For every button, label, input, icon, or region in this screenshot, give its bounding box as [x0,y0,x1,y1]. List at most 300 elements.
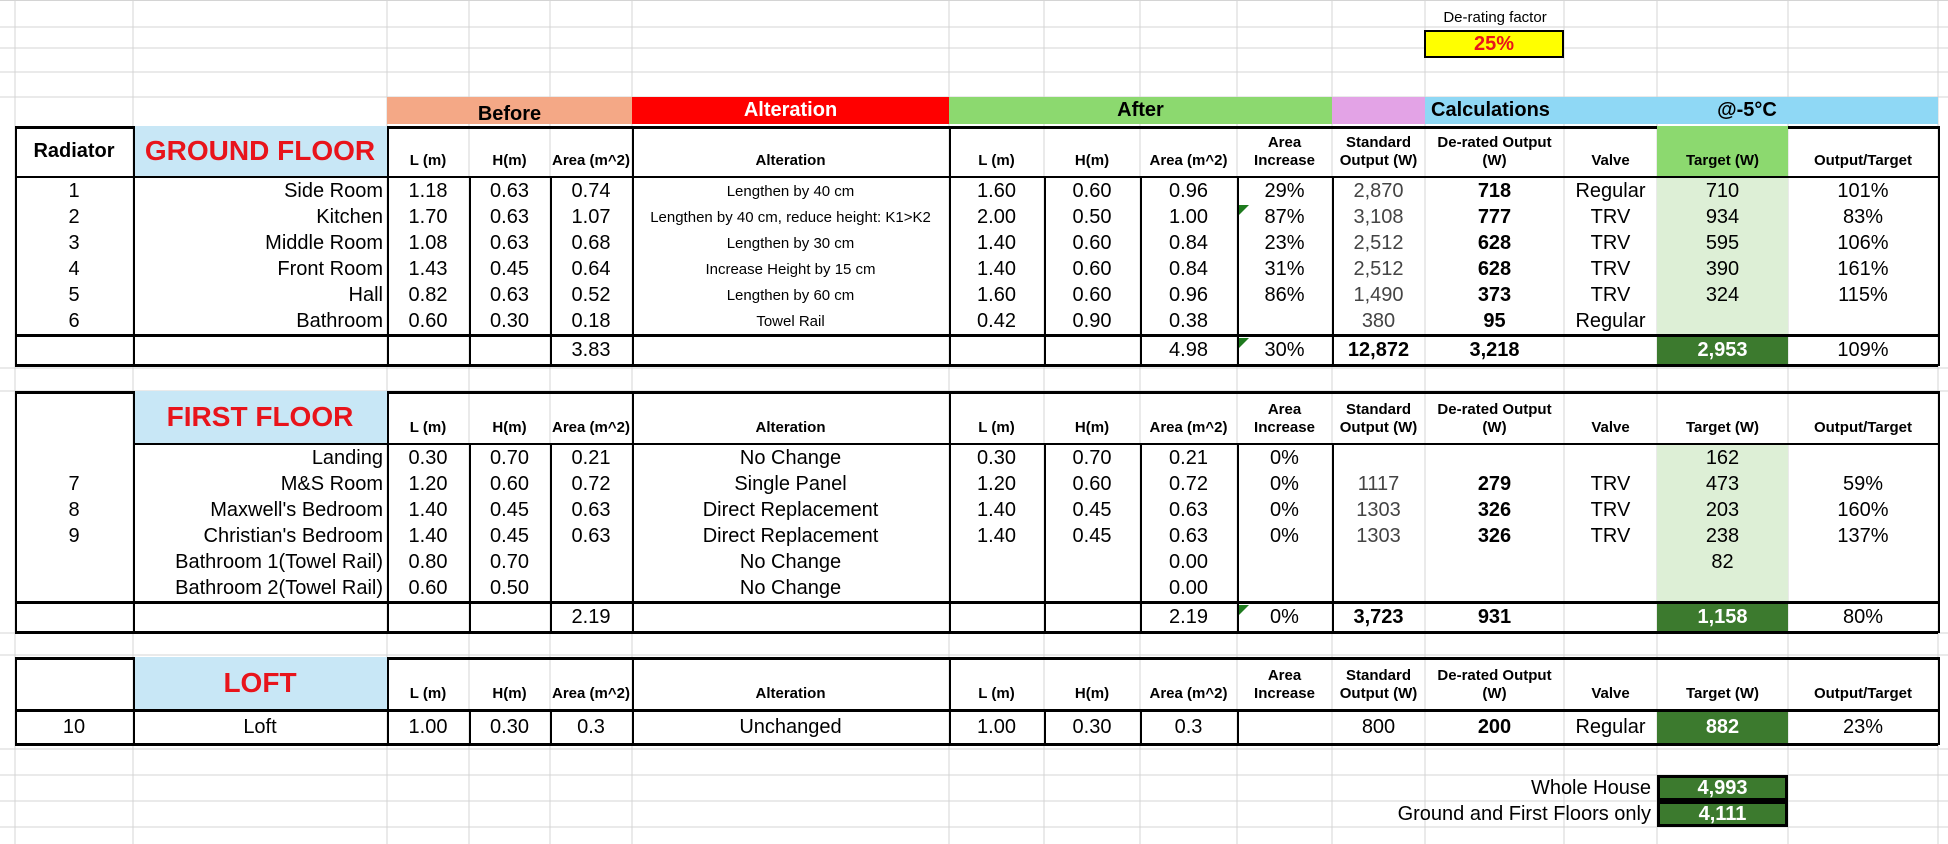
table-border [1332,443,1334,633]
summary-ground-first-number: 4,111 [1698,802,1747,825]
loft-title: LOFT [133,657,387,709]
table-cell-room[interactable]: Hall [348,283,383,306]
table-cell-l[interactable]: 0.80 [408,550,448,573]
header-target: Target (W) [1685,685,1760,702]
summary-whole-house-value[interactable] [1657,775,1788,801]
table-cell-alt[interactable]: Towel Rail [756,312,825,330]
table-border [1044,176,1046,366]
table-cell-der[interactable]: 628 [1477,231,1512,254]
table-cell-h[interactable]: 0.70 [490,446,529,469]
table-cell-target[interactable] [1657,308,1788,334]
header-der: De-rated Output (W) [1437,401,1552,436]
table-cell-valve[interactable]: Regular [1575,179,1646,202]
band-after: After [949,97,1332,124]
header-valve: Valve [1591,419,1630,436]
loft-cell-aarea[interactable]: 0.3 [1174,716,1203,738]
table-cell-alt[interactable]: No Change [739,576,842,599]
table-cell-target[interactable]: 473 [1705,472,1740,495]
table-border [15,391,17,633]
comment-marker [1239,205,1249,215]
table-cell-room[interactable]: Side Room [284,179,383,202]
table-cell-l[interactable]: 1.18 [408,179,448,202]
table-row-radiator[interactable]: 3 [68,231,80,254]
ground-total-std[interactable]: 12,872 [1347,339,1410,361]
header-ah: H(m) [1074,685,1110,702]
header-std: Standard Output (W) [1339,667,1418,702]
table-cell-inc[interactable]: 87% [1264,205,1305,228]
table-cell-inc[interactable]: 0% [1270,446,1299,469]
table-cell-ah[interactable]: 0.70 [1072,446,1112,469]
loft-cell-alt[interactable]: Unchanged [739,716,842,738]
table-cell-target[interactable]: 934 [1705,205,1740,228]
table-border [632,657,634,745]
header-alt: Alteration [755,419,826,436]
loft-cell-h[interactable]: 0.30 [490,716,529,738]
table-cell-ah[interactable]: 0.45 [1072,524,1112,547]
table-cell-valve[interactable]: TRV [1590,205,1631,228]
table-cell-l[interactable]: 0.82 [408,283,448,306]
table-cell-alt[interactable]: No Change [739,550,842,573]
first-title: FIRST FLOOR [133,391,387,443]
loft-cell-target[interactable]: 882 [1657,712,1788,743]
table-cell-ot[interactable]: 115% [1838,283,1888,306]
table-border [469,176,471,366]
header-l: L (m) [409,685,447,702]
ground-title: GROUND FLOOR [133,126,387,176]
header-ot: Output/Target [1813,685,1913,702]
table-cell-der[interactable] [1425,549,1564,575]
table-cell-valve[interactable] [1564,549,1657,575]
table-border [550,443,552,633]
table-cell-valve[interactable] [1564,445,1657,471]
summary-ground-first-value[interactable] [1657,801,1788,827]
table-cell-target[interactable]: 595 [1705,231,1740,254]
table-cell-al[interactable] [949,549,1044,575]
table-cell-alt[interactable]: Lengthen by 40 cm [726,182,855,200]
first-total-target[interactable]: 1,158 [1657,604,1788,631]
table-cell-area[interactable]: 1.07 [571,205,611,228]
calc-label: Calculations [1431,99,1550,121]
header-std: Standard Output (W) [1339,401,1418,436]
table-cell-aarea[interactable]: 0.96 [1169,179,1208,202]
band-before: Before [387,97,632,124]
table-cell-h[interactable]: 0.63 [490,179,529,202]
table-border [949,657,951,745]
table-cell-h[interactable]: 0.45 [490,498,529,521]
table-cell-l[interactable]: 1.70 [408,205,448,228]
table-cell-ot[interactable]: 101% [1837,179,1889,202]
header-al: L (m) [978,419,1015,436]
loft-cell-area[interactable]: 0.3 [577,716,605,738]
table-cell-aarea[interactable]: 0.96 [1169,283,1208,306]
table-cell-room[interactable]: Landing [311,446,383,469]
first-total-std[interactable]: 3,723 [1353,606,1404,628]
table-cell-al[interactable]: 1.40 [977,498,1016,521]
table-cell-l[interactable]: 1.20 [408,472,448,495]
table-cell-alt[interactable]: Direct Replacement [702,524,879,547]
header-al: L (m) [978,685,1015,702]
table-cell-target[interactable]: 390 [1705,257,1740,280]
table-cell-inc[interactable] [1237,308,1332,334]
table-border [1237,709,1239,745]
table-cell-valve[interactable]: TRV [1590,472,1631,495]
table-cell-area[interactable] [550,549,632,575]
table-row-radiator[interactable] [15,445,133,471]
table-cell-ah[interactable]: 0.60 [1072,179,1112,202]
table-cell-target[interactable]: 203 [1705,498,1740,521]
header-al: L (m) [978,152,1015,169]
table-border [1938,391,1940,633]
derating-label: De-rating factor [1443,8,1547,26]
header-area: Area (m^2) [552,152,630,169]
header-alt: Alteration [755,685,826,702]
table-cell-ot[interactable]: 137% [1837,524,1889,547]
table-cell-aarea[interactable]: 0.72 [1169,472,1208,495]
table-cell-ot[interactable]: 106% [1837,231,1889,254]
first-total-area-after[interactable]: 2.19 [1169,606,1208,628]
table-cell-ot[interactable]: 59% [1842,472,1884,495]
table-cell-room[interactable]: Kitchen [316,205,383,228]
header-h: H(m) [492,685,527,702]
table-cell-ot[interactable]: 83% [1842,205,1884,228]
table-cell-ah[interactable]: 0.45 [1072,498,1112,521]
ground-total-area-after[interactable]: 4.98 [1169,339,1208,361]
table-cell-der[interactable] [1425,445,1564,471]
table-cell-room[interactable]: Bathroom 2(Towel Rail) [175,576,383,599]
table-cell-aarea[interactable]: 0.63 [1169,498,1208,521]
table-cell-h[interactable]: 0.50 [490,576,529,599]
table-cell-area[interactable]: 0.18 [571,309,611,332]
header-der: De-rated Output (W) [1437,667,1552,702]
header-inc: Area Increase [1254,134,1315,169]
ground-total-increase[interactable]: 30% [1264,339,1305,361]
table-cell-std[interactable]: 1303 [1356,498,1401,521]
loft-cell-inc[interactable] [1237,712,1332,743]
loft-cell-al[interactable]: 1.00 [977,716,1016,738]
table-border [133,391,135,633]
table-cell-valve[interactable] [1564,575,1657,601]
table-cell-al[interactable]: 2.00 [977,205,1016,228]
header-l: L (m) [409,152,447,169]
table-cell-ah[interactable] [1044,549,1140,575]
header-radiator: Radiator [33,139,115,162]
table-cell-h[interactable]: 0.60 [490,472,529,495]
header-aarea: Area (m^2) [1149,152,1228,169]
table-cell-inc[interactable]: 29% [1264,179,1305,202]
table-cell-h[interactable]: 0.30 [490,309,529,332]
table-border [15,334,1938,337]
first-total-area[interactable]: 2.19 [571,606,611,628]
header-h: H(m) [492,419,527,436]
table-cell-al[interactable]: 1.60 [977,283,1016,306]
table-row-radiator[interactable]: 1 [68,179,80,202]
table-cell-alt[interactable]: No Change [739,446,842,469]
table-cell-valve[interactable]: TRV [1590,524,1631,547]
band-alteration: Alteration [632,97,949,124]
table-cell-al[interactable]: 1.40 [977,257,1016,280]
header-std: Standard Output (W) [1339,134,1418,169]
table-cell-ah[interactable]: 0.60 [1072,231,1112,254]
table-cell-aarea[interactable]: 0.21 [1169,446,1208,469]
table-border [550,176,552,366]
comment-marker [1239,338,1249,348]
table-cell-room[interactable]: M&S Room [280,472,383,495]
table-cell-der[interactable]: 777 [1477,205,1512,228]
table-cell-alt[interactable]: Lengthen by 40 cm, reduce height: K1>K2 [650,208,931,226]
table-cell-alt[interactable]: Single Panel [734,472,847,495]
table-border [387,126,389,366]
table-cell-ot[interactable] [1788,308,1938,334]
table-cell-h[interactable]: 0.45 [490,524,529,547]
header-inc: Area Increase [1254,667,1315,702]
table-cell-al[interactable]: 1.40 [977,524,1016,547]
table-border [387,657,389,745]
table-cell-std[interactable]: 3,108 [1353,205,1404,228]
header-ah: H(m) [1074,419,1110,436]
first-total-output-target[interactable]: 80% [1842,606,1884,628]
table-cell-std[interactable]: 2,870 [1353,179,1404,202]
table-border [949,126,951,366]
table-cell-room[interactable]: Christian's Bedroom [203,524,383,547]
table-cell-inc[interactable]: 23% [1264,231,1305,254]
header-aarea: Area (m^2) [1149,685,1228,702]
table-cell-l[interactable]: 1.40 [408,498,448,521]
summary-whole-house-label: Whole House [1530,776,1651,799]
table-row-radiator[interactable] [15,549,133,575]
table-cell-area[interactable]: 0.74 [571,179,611,202]
temp-label: @-5°C [1717,99,1777,121]
table-cell-al[interactable]: 0.42 [977,309,1016,332]
summary-ground-first-label: Ground and First Floors only [1397,802,1651,825]
table-cell-valve[interactable]: TRV [1590,257,1631,280]
table-cell-l[interactable]: 0.60 [408,309,448,332]
table-cell-aarea[interactable]: 0.84 [1169,231,1208,254]
table-border [550,709,552,745]
loft-cell-rad[interactable]: 10 [62,716,86,738]
table-border [1044,443,1046,633]
table-cell-aarea[interactable]: 0.63 [1169,524,1208,547]
table-cell-inc[interactable]: 31% [1264,257,1305,280]
table-cell-inc[interactable] [1237,549,1332,575]
table-border [632,126,634,366]
table-cell-h[interactable]: 0.63 [490,231,529,254]
header-target: Target (W) [1685,419,1760,436]
table-row-radiator[interactable]: 6 [68,309,80,332]
header-inc: Area Increase [1254,401,1315,436]
summary-whole-house-number: 4,993 [1697,776,1748,799]
table-row-radiator[interactable]: 2 [68,205,80,228]
header-l: L (m) [409,419,447,436]
table-cell-std[interactable] [1332,445,1425,471]
table-cell-der[interactable]: 95 [1483,309,1506,332]
table-cell-ah[interactable]: 0.60 [1072,283,1112,306]
ground-total-area[interactable]: 3.83 [571,339,611,361]
table-cell-ah[interactable]: 0.60 [1072,472,1112,495]
header-valve: Valve [1591,685,1630,702]
loft-cell-ah[interactable]: 0.30 [1072,716,1112,738]
table-cell-target[interactable]: 324 [1705,283,1740,306]
table-cell-ah[interactable]: 0.90 [1072,309,1112,332]
loft-cell-valve[interactable]: Regular [1575,716,1646,738]
loft-cell-std[interactable]: 800 [1361,716,1396,738]
table-border [949,391,951,633]
table-cell-ot[interactable] [1788,575,1938,601]
header-aarea: Area (m^2) [1149,419,1228,436]
table-cell-std[interactable]: 2,512 [1353,231,1404,254]
table-row-radiator[interactable]: 9 [68,524,80,547]
band-pink [1332,97,1425,124]
comment-marker [1239,605,1249,615]
table-cell-l[interactable]: 0.30 [408,446,448,469]
table-cell-l[interactable]: 1.40 [408,524,448,547]
table-border [1140,443,1142,633]
header-alt: Alteration [755,152,826,169]
table-border [15,364,1938,367]
table-row-radiator[interactable]: 8 [68,498,80,521]
table-cell-alt[interactable]: Increase Height by 15 cm [705,260,876,278]
table-border [469,443,471,633]
header-ot: Output/Target [1813,419,1913,436]
ground-total-derated[interactable]: 3,218 [1469,339,1520,361]
table-cell-area[interactable]: 0.72 [571,472,611,495]
table-cell-std[interactable]: 1,490 [1353,283,1404,306]
first-total-increase[interactable]: 0% [1270,606,1299,628]
table-cell-aarea[interactable]: 1.00 [1169,205,1208,228]
table-border [632,391,634,633]
table-cell-room[interactable]: Bathroom 1(Towel Rail) [175,550,383,573]
table-cell-al[interactable]: 0.30 [977,446,1016,469]
loft-cell-der[interactable]: 200 [1477,716,1512,738]
table-border [15,743,1938,746]
table-cell-std[interactable] [1332,575,1425,601]
table-cell-area[interactable]: 0.63 [571,498,611,521]
header-target: Target (W) [1657,126,1788,176]
table-cell-std[interactable]: 1303 [1356,524,1401,547]
header-der: De-rated Output (W) [1437,134,1552,169]
table-cell-inc[interactable] [1237,575,1332,601]
table-cell-room[interactable]: Maxwell's Bedroom [210,498,383,521]
table-cell-der[interactable] [1425,575,1564,601]
table-cell-aarea[interactable]: 0.00 [1169,576,1208,599]
table-cell-al[interactable]: 1.40 [977,231,1016,254]
ground-total-target[interactable]: 2,953 [1657,337,1788,364]
table-cell-inc[interactable]: 0% [1270,498,1299,521]
table-cell-der[interactable]: 373 [1477,283,1512,306]
table-border [1938,126,1940,366]
table-cell-der[interactable]: 628 [1477,257,1512,280]
loft-cell-ot[interactable]: 23% [1842,716,1884,738]
table-cell-std[interactable]: 1117 [1357,472,1400,495]
table-cell-ot[interactable] [1788,549,1938,575]
table-cell-alt[interactable]: Direct Replacement [702,498,879,521]
first-total-derated[interactable]: 931 [1477,606,1512,628]
table-cell-inc[interactable]: 0% [1270,472,1299,495]
table-border [1938,657,1940,745]
table-cell-valve[interactable]: TRV [1590,498,1631,521]
table-row-radiator[interactable] [15,575,133,601]
table-cell-al[interactable] [949,575,1044,601]
table-cell-l[interactable]: 0.60 [408,576,448,599]
table-cell-der[interactable]: 326 [1477,524,1512,547]
table-cell-der[interactable]: 279 [1477,472,1512,495]
table-cell-std[interactable] [1332,549,1425,575]
table-cell-area[interactable]: 0.64 [571,257,611,280]
table-cell-h[interactable]: 0.63 [490,283,529,306]
table-cell-al[interactable]: 1.60 [977,179,1016,202]
table-cell-inc[interactable]: 0% [1270,524,1299,547]
table-cell-ot[interactable]: 160% [1837,498,1889,521]
table-cell-aarea[interactable]: 0.00 [1169,550,1208,573]
table-cell-area[interactable]: 0.21 [571,446,611,469]
table-border [15,631,1938,634]
loft-cell-l[interactable]: 1.00 [408,716,448,738]
table-cell-room[interactable]: Front Room [277,257,383,280]
table-row-radiator[interactable]: 7 [68,472,80,495]
ground-total-output-target[interactable]: 109% [1837,339,1889,361]
table-cell-target[interactable]: 162 [1705,446,1740,469]
table-cell-der[interactable]: 326 [1477,498,1512,521]
table-border [1140,176,1142,366]
header-ah: H(m) [1074,152,1110,169]
table-cell-std[interactable]: 2,512 [1353,257,1404,280]
table-cell-room[interactable]: Middle Room [265,231,383,254]
table-cell-area[interactable]: 0.52 [571,283,611,306]
table-cell-l[interactable]: 1.43 [408,257,448,280]
derating-value[interactable]: 25% [1424,30,1564,58]
table-cell-target[interactable] [1657,575,1788,601]
table-border [133,657,135,745]
table-cell-room[interactable]: Bathroom [296,309,383,332]
table-cell-aarea[interactable]: 0.38 [1169,309,1208,332]
table-cell-target[interactable]: 82 [1711,550,1734,573]
table-cell-ot[interactable]: 161% [1837,257,1889,280]
table-border [1237,176,1239,334]
table-cell-alt[interactable]: Lengthen by 30 cm [726,234,855,252]
table-cell-valve[interactable]: TRV [1590,283,1631,306]
table-border [15,657,17,745]
header-h: H(m) [492,152,527,169]
table-cell-ot[interactable] [1788,445,1938,471]
table-cell-al[interactable]: 1.20 [977,472,1016,495]
table-cell-h[interactable]: 0.63 [490,205,529,228]
table-cell-area[interactable]: 0.68 [571,231,611,254]
table-cell-ah[interactable]: 0.50 [1072,205,1112,228]
table-cell-valve[interactable]: TRV [1590,231,1631,254]
table-cell-ah[interactable] [1044,575,1140,601]
table-border [1044,709,1046,745]
table-cell-std[interactable]: 380 [1361,309,1396,332]
table-row-radiator[interactable]: 4 [68,257,80,280]
table-cell-l[interactable]: 1.08 [408,231,448,254]
table-row-radiator[interactable]: 5 [68,283,80,306]
table-cell-alt[interactable]: Lengthen by 60 cm [726,286,855,304]
table-cell-target[interactable]: 710 [1705,179,1740,202]
table-cell-valve[interactable]: Regular [1575,309,1646,332]
band-calculations [1425,97,1938,124]
table-cell-target[interactable]: 238 [1705,524,1740,547]
table-border [15,601,1938,604]
table-cell-h[interactable]: 0.45 [490,257,529,280]
table-cell-der[interactable]: 718 [1477,179,1512,202]
table-cell-area[interactable] [550,575,632,601]
header-area: Area (m^2) [552,419,630,436]
table-cell-h[interactable]: 0.70 [490,550,529,573]
table-cell-ah[interactable]: 0.60 [1072,257,1112,280]
table-cell-area[interactable]: 0.63 [571,524,611,547]
table-cell-aarea[interactable]: 0.84 [1169,257,1208,280]
table-cell-inc[interactable]: 86% [1264,283,1305,306]
loft-cell-room[interactable]: Loft [243,716,277,738]
